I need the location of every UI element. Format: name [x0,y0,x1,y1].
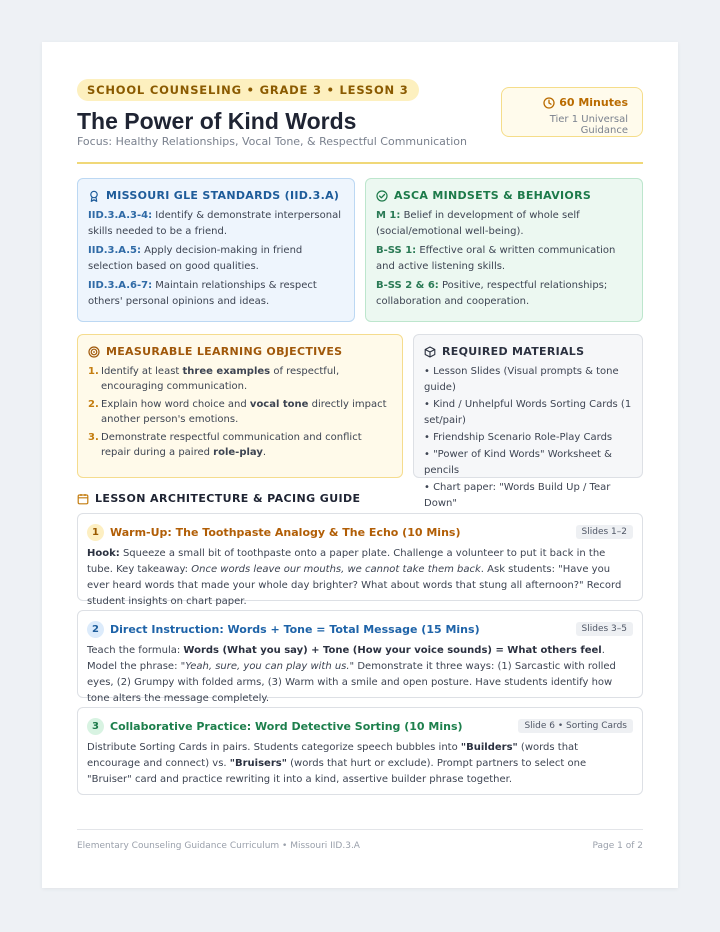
lesson-description: Teach the formula: Words (What you say) + Tone (How your voice sounds) = What others feel. Model the phrase: "Yeah, sure, you can play with us." Demonstrate it three ways: (1) Sarcastic with rolled eyes, (2) Grumpy with folded arms, (3) Warm with a smile and open posture. Have students identify how tone alters the message completely. [87,645,616,704]
duration-row [502,96,628,109]
lesson-title: Warm-Up: The Toothpaste Analogy & The Echo (10 Mins) [110,525,461,539]
lesson-description: Distribute Sorting Cards in pairs. Students categorize speech bubbles into "Builders" (words that encourage and connect) vs. "Bruisers" (words that hurt or exclude). Prompt partners to select one "Bruiser" card and practice rewriting it into a kind, assertive builder phrase together. [87,742,587,785]
lesson-description: Hook: Squeeze a small bit of toothpaste onto a paper plate. Challenge a volunteer to put it back in the tube. Key takeaway: Once words leave our mouths, we cannot take them back. Ask students: "Have you ever heard words that made your whole day brighter? What about words that stung all afternoon?" Record student insights on chart paper. [87,548,622,607]
material-item: • Kind / Unhelpful Words Sorting Cards (1 set/pair) [424,399,632,426]
standard-item: B-SS 2 & 6: Positive, respectful relationships; collaboration and cooperation. [376,280,608,307]
box-icon [424,346,436,358]
step-number: 3 [87,718,104,735]
check-circle-icon [376,190,388,202]
slides-badge: Slides 1–2 [576,525,633,539]
award-icon [88,190,100,202]
lesson-tag-pill: SCHOOL COUNSELING • GRADE 3 • LESSON 3 [77,79,419,101]
step-number: 1 [87,524,104,541]
lesson-card-direct-instruction [77,610,643,704]
page-number: Page 1 of 2 [592,841,643,851]
duration-text: 60 Minutes [559,96,628,109]
step-number: 2 [87,621,104,638]
document-page [42,42,678,888]
objective-item: 1. Identify at least three examples of respectful, encouraging communication. [88,366,340,392]
pacing-guide-heading: LESSON ARCHITECTURE & PACING GUIDE [77,492,360,505]
header-divider [77,162,643,164]
standard-item: M 1: Belief in development of whole self (social/emotional well-being). [376,210,580,237]
material-item: • Chart paper: "Words Build Up / Tear Down" [424,482,611,509]
focus-subtitle: Focus: Healthy Relationships, Vocal Tone, & Respectful Communication [77,135,467,148]
learning-objectives-title: MEASURABLE LEARNING OBJECTIVES [88,345,392,358]
standard-item: IID.3.A.6-7: Maintain relationships & respect others' personal opinions and ideas. [88,280,317,307]
duration-box [501,87,643,137]
objective-item: 2. Explain how word choice and vocal tone directly impact another person's emotions. [88,399,387,425]
objective-item: 3. Demonstrate respectful communication and conflict repair during a paired role-play. [88,432,362,458]
required-materials-box [413,334,643,509]
asca-standards-title: ASCA MINDSETS & BEHAVIORS [376,189,632,202]
target-icon [88,346,100,358]
required-materials-title: REQUIRED MATERIALS [424,345,632,358]
standard-item: IID.3.A.3-4: Identify & demonstrate interpersonal skills needed to be a friend. [88,210,341,237]
material-item: • Friendship Scenario Role-Play Cards [424,432,613,443]
missouri-standards-box [77,178,355,322]
asca-standards-box [365,178,643,322]
learning-objectives-box [77,334,403,478]
standard-item: B-SS 1: Effective oral & written communication and active listening skills. [376,245,616,272]
footer-curriculum: Elementary Counseling Guidance Curriculum • Missouri IID.3.A [77,841,360,851]
lesson-title: Direct Instruction: Words + Tone = Total Message (15 Mins) [110,622,480,636]
tier-text: Tier 1 Universal Guidance [549,114,628,136]
lesson-card-collaborative-practice [77,707,643,795]
slides-badge: Slides 3–5 [576,622,633,636]
page-title: The Power of Kind Words [77,108,357,134]
standard-item: IID.3.A.5: Apply decision-making in friend selection based on good qualities. [88,245,303,272]
material-item: • Lesson Slides (Visual prompts & tone guide) [424,366,619,393]
footer-divider [77,829,643,830]
slides-badge: Slide 6 • Sorting Cards [518,719,633,733]
material-item: • "Power of Kind Words" Worksheet & pencils [424,449,612,476]
calendar-icon [77,493,89,505]
lesson-card-warm-up [77,513,643,607]
missouri-standards-title: MISSOURI GLE STANDARDS (IID.3.A) [88,189,344,202]
clock-icon [543,97,555,109]
lesson-title: Collaborative Practice: Word Detective Sorting (10 Mins) [110,719,463,733]
